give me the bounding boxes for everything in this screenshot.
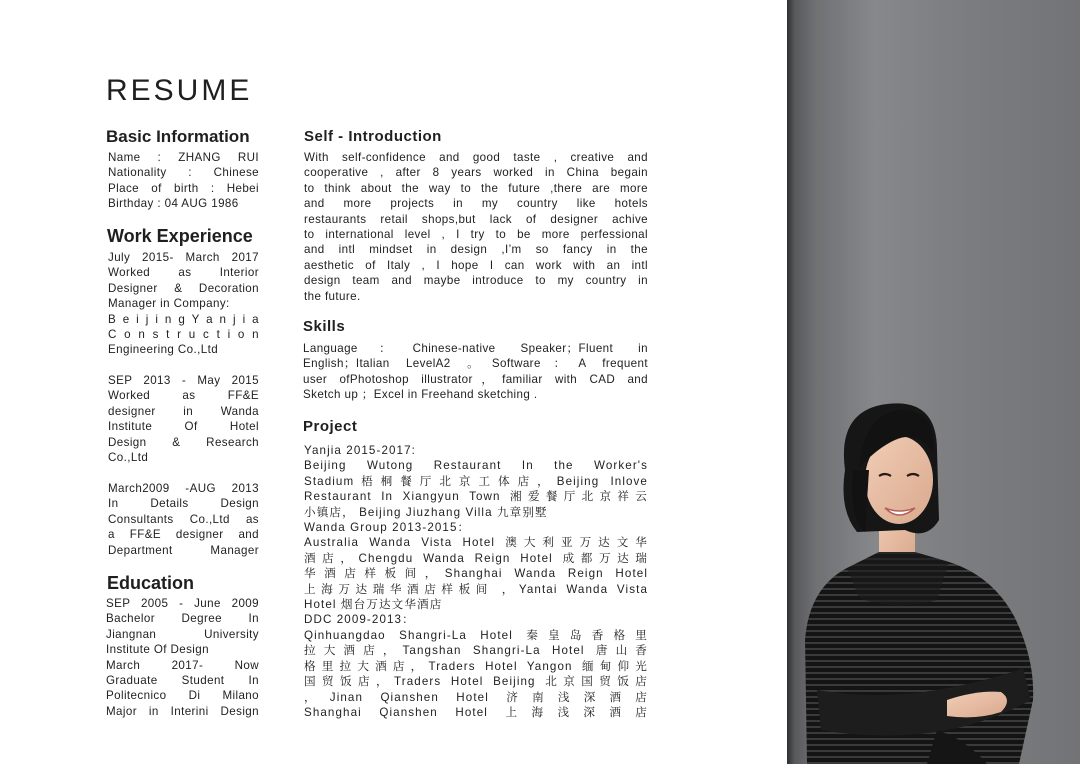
intro-line: design team and maybe introduce to my country in (304, 274, 648, 288)
work-line: Co.,Ltd (108, 451, 149, 465)
project-text (304, 443, 648, 720)
project-line: Hotel 烟台万达文华酒店 (304, 598, 443, 612)
project-line: ，Jinan Qianshen Hotel 济南浅深酒店 (304, 690, 648, 704)
work-line: July 2015- March 2017 (108, 251, 259, 264)
education-line: Politecnico Di Milano (106, 689, 259, 703)
basic-line: Name : ZHANG RUI (108, 151, 259, 164)
project-line: Yanjia 2015-2017: (304, 444, 416, 457)
work-line: March2009 -AUG 2013 (108, 482, 259, 495)
education-line: Institute Of Design (106, 643, 209, 657)
work-line: SEP 2013 - May 2015 (108, 374, 259, 387)
skills-text (303, 341, 648, 403)
basic-line: Place of birth : Hebei (108, 181, 259, 195)
portrait-illustration (787, 0, 1080, 764)
work-experience-heading: Work Experience (107, 226, 253, 246)
skills-line: Language：Chinese-native Speaker；Fluent in (303, 342, 648, 355)
project-line: 拉大酒店，Tangshan Shangri-La Hotel 唐山香 (304, 644, 648, 658)
education-line: SEP 2005 - June 2009 (106, 597, 259, 610)
skills-line: Sketch up ；Excel in Freehand sketching . (303, 388, 538, 402)
education-line: Jiangnan University (106, 627, 259, 641)
skills-line: user ofPhotoshop illustrator，familiar with CAD and (303, 372, 648, 386)
intro-line: to international level , I try to be more perfessional (304, 228, 648, 242)
intro-line: restaurants retail shops,but lack of designer achive (304, 212, 648, 226)
work-line: Consultants Co.,Ltd as (108, 512, 259, 526)
work-line: Worked as Interior (108, 266, 259, 280)
project-line: 上海万达瑞华酒店样板间 ，Yantai Wanda Vista (304, 582, 648, 596)
education-text (106, 596, 259, 719)
intro-line: cooperative , after 8 years worked in China begain (304, 166, 648, 180)
work-line: Manager in Company: (108, 297, 230, 311)
portrait-photo (787, 0, 1080, 764)
project-line: 小镇店， Beijing Jiuzhang Villa 九章别墅 (304, 505, 548, 519)
work-line: In Details Design (108, 497, 259, 511)
work-experience-job-3 (108, 481, 259, 558)
education-line: March 2017- Now (106, 658, 259, 672)
intro-line: aesthetic of Italy , I hope I can work with an intl (304, 258, 648, 272)
project-line: Wanda Group 2013-2015： (304, 521, 471, 535)
intro-line: and intl mindset in design ,I’m so fancy in the (304, 243, 648, 257)
work-experience-job-2 (108, 373, 259, 465)
education-line: Major in Interini Design (106, 704, 259, 718)
skills-line: English；Italian LevelA2 。Software：A frequent (303, 357, 648, 371)
project-line: Shanghai Qianshen Hotel 上海浅深酒店 (304, 705, 648, 719)
work-line: Design & Research (108, 435, 259, 449)
intro-line: With self-confidence and good taste , creative and (304, 151, 648, 164)
project-line: 国贸饭店，Traders Hotel Beijing 北京国贸饭店 (304, 675, 648, 689)
project-line: 酒店，Chengdu Wanda Reign Hotel 成都万达瑞 (304, 551, 648, 565)
basic-information-text (108, 150, 259, 212)
education-line: Bachelor Degree In (106, 612, 259, 626)
basic-information-heading: Basic Information (106, 127, 250, 146)
work-line: Institute Of Hotel (108, 420, 259, 434)
work-line: Designer & Decoration (108, 281, 259, 295)
basic-line: Nationality : Chinese (108, 166, 259, 180)
project-line: Restaurant In Xiangyun Town 湘爱餐厅北京祥云 (304, 490, 648, 504)
project-line: Qinhuangdao Shangri-La Hotel 秦皇岛香格里 (304, 628, 648, 642)
work-line: Engineering Co.,Ltd (108, 343, 219, 357)
intro-line: the future. (304, 289, 361, 303)
skills-heading: Skills (303, 318, 346, 335)
project-line: 华酒店样板间，Shanghai Wanda Reign Hotel (304, 567, 648, 581)
work-experience-job-1 (108, 250, 259, 358)
work-line: designer in Wanda (108, 404, 259, 418)
intro-line: and more projects in my country like hotels (304, 197, 648, 211)
work-line: B e i j i n g Y a n j i a (108, 312, 259, 326)
project-line: 格里拉大酒店，Traders Hotel Yangon 缅甸仰光 (304, 659, 648, 673)
work-line: a FF&E designer and (108, 528, 259, 542)
project-line: Beijing Wutong Restaurant In the Worker's (304, 459, 648, 473)
self-introduction-heading: Self - Introduction (304, 128, 442, 145)
project-line: Australia Wanda Vista Hotel 澳大利亚万达文华 (304, 536, 648, 550)
self-introduction-text (304, 150, 648, 304)
education-heading: Education (107, 573, 195, 593)
intro-line: to think about the way to the future ,there are more (304, 181, 648, 195)
work-line: C o n s t r u c t i o n (108, 328, 259, 342)
work-line: Department Manager (108, 543, 259, 557)
project-heading: Project (303, 418, 358, 435)
education-line: Graduate Student In (106, 674, 259, 688)
work-line: Worked as FF&E (108, 389, 259, 403)
basic-line: Birthday : 04 AUG 1986 (108, 197, 239, 211)
project-line: DDC 2009-2013： (304, 613, 415, 627)
project-line: Stadium梧桐餐厅北京工体店，Beijing Inlove (304, 474, 648, 488)
resume-title: RESUME (106, 74, 253, 107)
